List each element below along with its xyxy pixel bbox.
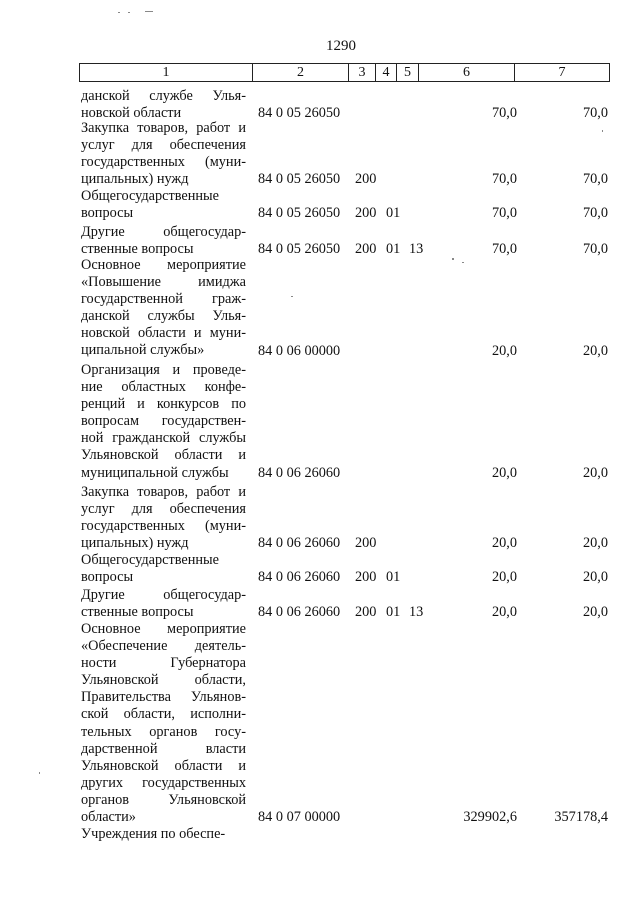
- amount-2020-cell: 70,0: [491, 205, 517, 222]
- description-line: «Обеспечение деятель-: [81, 638, 246, 655]
- expense-type-cell: 200: [355, 171, 377, 188]
- description-line: государственных (муни-: [81, 154, 246, 171]
- description-line: ципальной службы»: [81, 342, 205, 359]
- scan-speck: [128, 12, 130, 13]
- description-line: ности Губернатора: [81, 655, 246, 672]
- description-line: Ульяновской области и: [81, 447, 246, 464]
- expense-type-cell: 200: [355, 569, 377, 586]
- section-cell: 01: [386, 569, 401, 586]
- row-description: [81, 826, 246, 843]
- amount-2021-cell: 20,0: [582, 342, 608, 359]
- header-col-2: 2: [253, 64, 349, 81]
- amount-2021-cell: 20,0: [582, 604, 608, 621]
- row-description: [81, 224, 246, 258]
- description-line: Общегосударственные: [81, 552, 219, 568]
- amount-2021-cell: 20,0: [582, 535, 608, 552]
- amount-2020-cell: 329902,6: [463, 809, 517, 826]
- subsection-cell: 13: [409, 604, 424, 621]
- description-line: вопросам государствен-: [81, 413, 246, 430]
- amount-2020-cell: 70,0: [491, 171, 517, 188]
- description-line: ной гражданской службы: [81, 430, 246, 447]
- target-article-cell: 84 0 06 26060: [258, 569, 341, 586]
- header-col-4: 4: [376, 64, 397, 81]
- amount-2020-cell: 20,0: [491, 535, 517, 552]
- amount-2021-cell: 70,0: [582, 171, 608, 188]
- section-cell: 01: [386, 604, 401, 621]
- amount-2020-cell: 70,0: [491, 241, 517, 258]
- description-line: дарственной власти: [81, 740, 246, 757]
- expense-type-cell: 200: [355, 604, 377, 621]
- description-line: Закупка товаров, работ и: [81, 484, 246, 500]
- description-line: вопросы: [81, 569, 134, 586]
- description-line: Основное мероприятие: [81, 621, 246, 637]
- target-article-cell: 84 0 05 26050: [258, 241, 341, 258]
- description-line: Другие общегосудар-: [81, 587, 246, 603]
- amount-2020-cell: 20,0: [491, 342, 517, 359]
- amount-2020-cell: 20,0: [491, 464, 517, 481]
- description-line: Ульяновской области,: [81, 672, 246, 689]
- amount-2020-cell: 70,0: [491, 105, 517, 122]
- expense-type-cell: 200: [355, 241, 377, 258]
- description-line: тельных органов госу-: [81, 723, 246, 740]
- target-article-cell: 84 0 06 00000: [258, 342, 341, 359]
- header-col-1: 1: [80, 64, 253, 81]
- description-line: других государственных: [81, 774, 246, 791]
- description-line: государственной граж-: [81, 291, 246, 308]
- description-line: услуг для обеспечения: [81, 501, 246, 518]
- row-description: [81, 88, 246, 122]
- scan-speck: [118, 12, 120, 13]
- scan-speck: [145, 11, 153, 12]
- row-description: [81, 621, 246, 826]
- description-line: ренций и конкурсов по: [81, 396, 246, 413]
- target-article-cell: 84 0 05 26050: [258, 105, 341, 122]
- expense-type-cell: 200: [355, 535, 377, 552]
- scan-speck: [452, 258, 454, 260]
- section-cell: 01: [386, 241, 401, 258]
- description-line: ственные вопросы: [81, 241, 194, 258]
- description-line: Правительства Ульянов-: [81, 689, 246, 706]
- scan-speck: [602, 130, 603, 132]
- row-description: [81, 188, 246, 222]
- description-line: Организация и проведе-: [81, 362, 246, 378]
- description-line: Общегосударственные: [81, 188, 219, 204]
- target-article-cell: 84 0 06 26060: [258, 604, 341, 621]
- row-description: [81, 257, 246, 360]
- header-col-5: 5: [397, 64, 419, 81]
- row-description: [81, 552, 246, 586]
- description-line: новской области и муни-: [81, 325, 246, 342]
- description-line: Основное мероприятие: [81, 257, 246, 273]
- amount-2021-cell: 70,0: [582, 205, 608, 222]
- description-line: данской службы Улья-: [81, 308, 246, 325]
- amount-2020-cell: 20,0: [491, 604, 517, 621]
- description-line: муниципальной службы: [81, 464, 229, 481]
- amount-2021-cell: 20,0: [582, 464, 608, 481]
- description-line: Другие общегосудар-: [81, 224, 246, 240]
- target-article-cell: 84 0 07 00000: [258, 809, 341, 826]
- target-article-cell: 84 0 06 26060: [258, 464, 341, 481]
- scan-speck: [291, 296, 293, 297]
- description-line: услуг для обеспечения: [81, 137, 246, 154]
- target-article-cell: 84 0 05 26050: [258, 205, 341, 222]
- amount-2021-cell: 70,0: [582, 241, 608, 258]
- table-header: [79, 63, 610, 82]
- expense-type-cell: 200: [355, 205, 377, 222]
- description-line: государственных (муни-: [81, 518, 246, 535]
- amount-2021-cell: 70,0: [582, 105, 608, 122]
- target-article-cell: 84 0 06 26060: [258, 535, 341, 552]
- description-line: Ульяновской области и: [81, 757, 246, 774]
- description-line: Учреждения по обеспе-: [81, 826, 226, 842]
- subsection-cell: 13: [409, 241, 424, 258]
- description-line: ние областных конфе-: [81, 379, 246, 396]
- amount-2021-cell: 357178,4: [554, 809, 608, 826]
- description-line: органов Ульяновской: [81, 791, 246, 808]
- description-line: данской службе Улья-: [81, 88, 246, 104]
- row-description: [81, 120, 246, 188]
- header-col-6: 6: [419, 64, 515, 81]
- row-description: [81, 362, 246, 482]
- header-col-7: 7: [558, 65, 566, 80]
- scan-speck: [39, 772, 40, 774]
- description-line: вопросы: [81, 205, 134, 222]
- description-line: ципальных) нужд: [81, 171, 189, 188]
- description-line: ской области, исполни-: [81, 706, 246, 723]
- description-line: ственные вопросы: [81, 604, 194, 621]
- row-description: [81, 484, 246, 552]
- description-line: Закупка товаров, работ и: [81, 120, 246, 136]
- description-line: области»: [81, 809, 136, 826]
- target-article-cell: 84 0 05 26050: [258, 171, 341, 188]
- scan-speck: [462, 262, 464, 263]
- amount-2021-cell: 20,0: [582, 569, 608, 586]
- description-line: «Повышение имиджа: [81, 274, 246, 291]
- page-number: 1290: [326, 38, 356, 54]
- description-line: новской области: [81, 105, 182, 122]
- amount-2020-cell: 20,0: [491, 569, 517, 586]
- row-description: [81, 587, 246, 621]
- description-line: ципальных) нужд: [81, 535, 189, 552]
- section-cell: 01: [386, 205, 401, 222]
- header-col-3: 3: [349, 64, 376, 81]
